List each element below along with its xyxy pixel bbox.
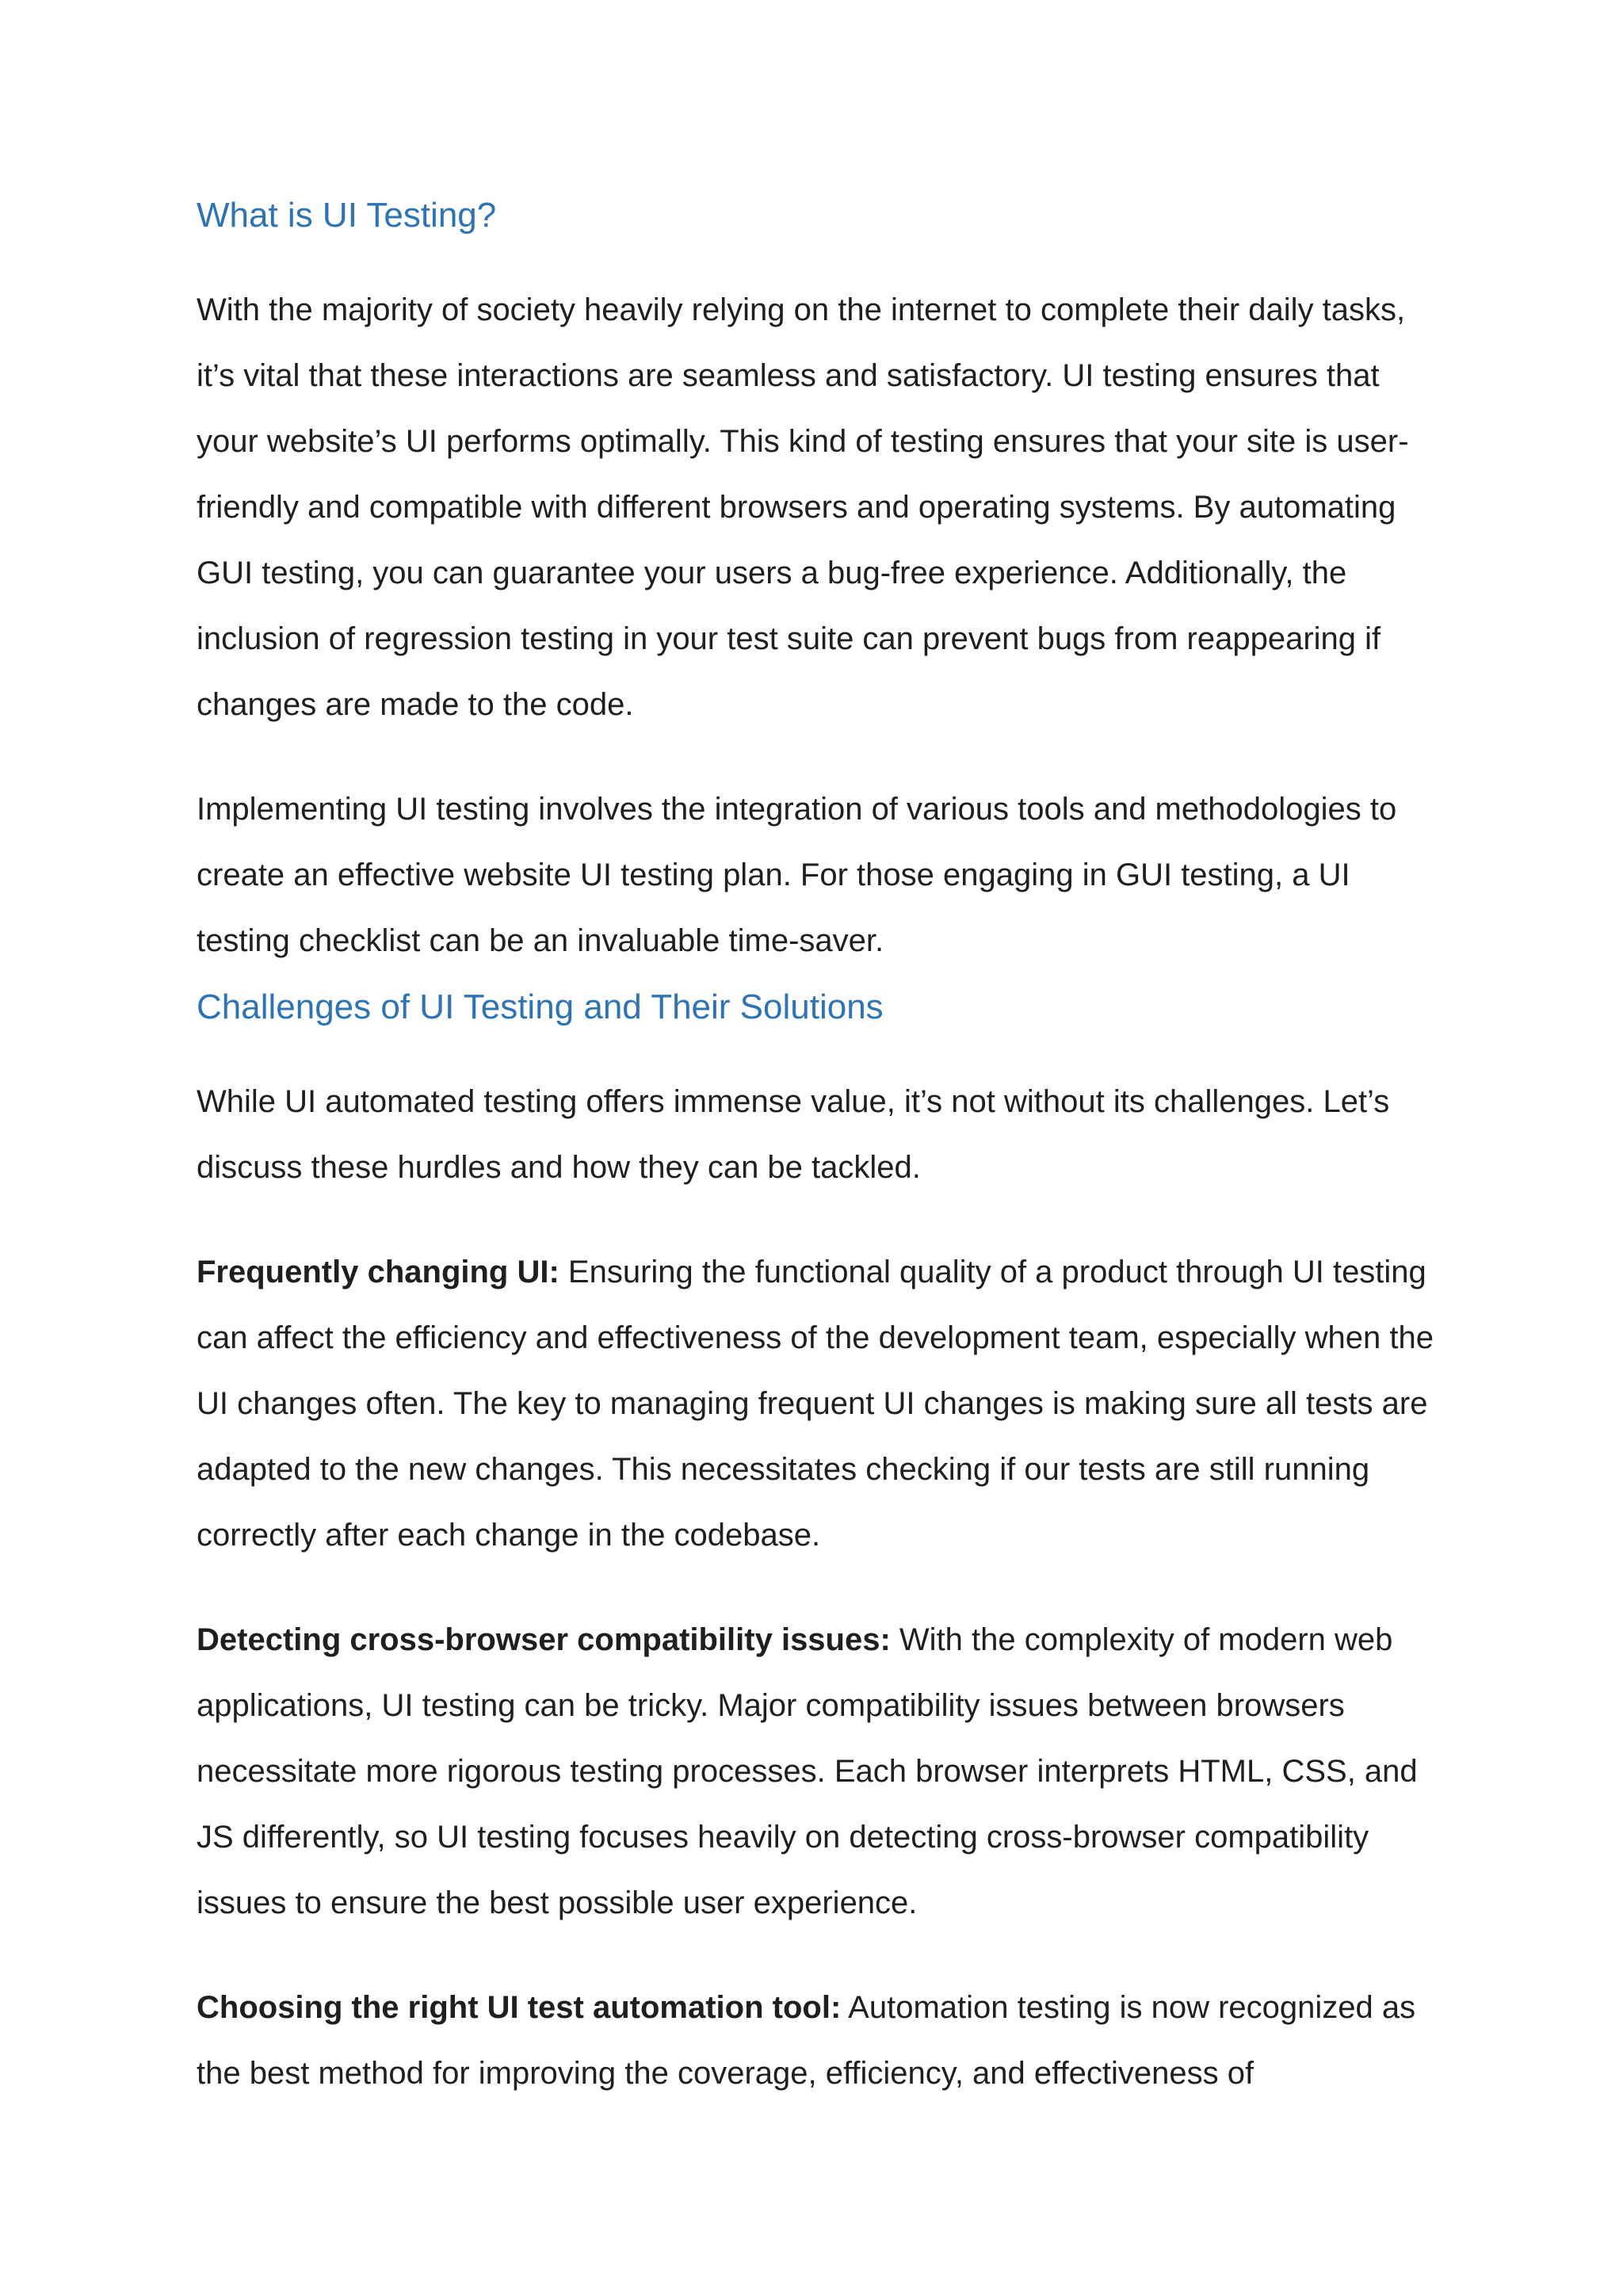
document-body [197, 192, 1445, 2107]
term-cross-browser: Detecting cross-browser compatibility issues: [197, 1622, 891, 1657]
heading-challenges: Challenges of UI Testing and Their Solutions [197, 988, 884, 1026]
term-choosing-tool: Choosing the right UI test automation tool: [197, 1990, 842, 2025]
text-cross-browser: With the complexity of modern web applications, UI testing can be tricky. Major compatibility issues between browsers necessitate more rigorous testing processes. Each browser interprets HTML, CSS, and JS differently, so UI testing focuses heavily on detecting cross-browser compatibility issues to ensure the best possible user experience. [197, 1622, 1418, 1920]
heading-what-is-ui-testing: What is UI Testing? [197, 196, 497, 235]
term-frequently-changing-ui: Frequently changing UI: [197, 1255, 559, 1289]
paragraph-cross-browser [197, 1607, 1445, 1936]
paragraph-choosing-tool [197, 1975, 1445, 2107]
text-frequently-changing-ui: Ensuring the functional quality of a product through UI testing can affect the efficiency and effectiveness of the development team, especially when the UI changes often. The key to managing frequent UI changes is making sure all tests are adapted to the new changes. This necessitates checking if our tests are still running correctly after each change in the codebase. [197, 1255, 1434, 1553]
paragraph-frequently-changing-ui [197, 1240, 1445, 1568]
paragraph-intro-2: Implementing UI testing involves the integration of various tools and methodologies to create an effective website UI testing plan. For those engaging in GUI testing, a UI testing checklist can be an invaluable time-saver. [197, 792, 1397, 958]
paragraph-challenges-intro: While UI automated testing offers immense value, it’s not without its challenges. Let’s discuss these hurdles and how they can be tackled. [197, 1084, 1390, 1185]
text-choosing-tool: Automation testing is now recognized as the best method for improving the coverage, efficiency, and effectiveness of [197, 1990, 1416, 2091]
paragraph-intro-1: With the majority of society heavily relying on the internet to complete their daily tasks, it’s vital that these interactions are seamless and satisfactory. UI testing ensures that your website’s UI performs optimally. This kind of testing ensures that your site is user-friendly and compatible with different browsers and operating systems. By automating GUI testing, you can guarantee your users a bug-free experience. Additionally, the inclusion of regression testing in your test suite can prevent bugs from reappearing if changes are made to the code. [197, 292, 1409, 722]
